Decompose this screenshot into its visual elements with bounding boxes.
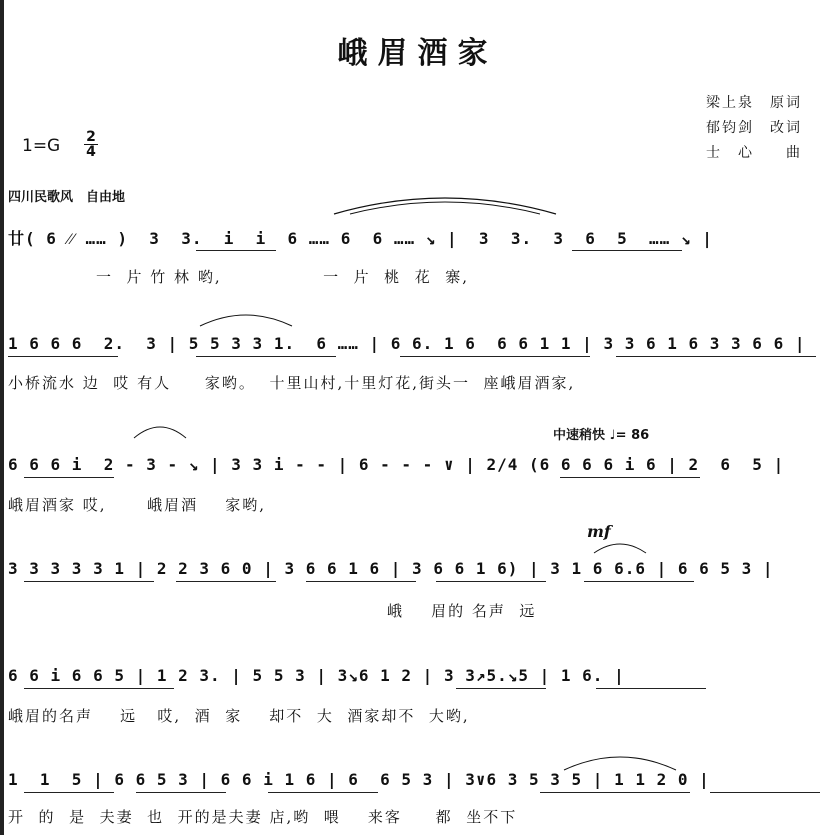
- time-signature-bottom: 4: [86, 144, 96, 160]
- beam-line: [616, 356, 816, 357]
- time-signature-top: 2: [86, 129, 96, 145]
- lyrics-line-2: 小桥流水 边 哎 有人 家哟。 十里山村,十里灯花,街头一 座峨眉酒家,: [8, 374, 576, 392]
- lyrics-line-6: 开 的 是 夫妻 也 开的是夫妻 店,哟 喂 来客 都 坐不下: [8, 808, 518, 826]
- credit-composer: 士 心 曲: [706, 145, 802, 161]
- notation-line-1: 廿( 6 ⁄⁄ …… ) 3 3. i i 6 …… 6 6 …… ↘ | 3 3. 3 6 5 …… ↘ |: [8, 229, 713, 248]
- notation-line-5: 6 6 i 6 6 5 | 1 2 3. | 5 5 3 | 3↘6 1 2 | 3 3↗5.↘5 | 1 6. |: [8, 666, 625, 685]
- key-signature: 1=G: [22, 136, 61, 156]
- beam-line: [436, 581, 546, 582]
- notation-line-6: 1 1 5 | 6 6 5 3 | 6 6 i 1 6 | 6 6 5 3 | 3∨6 3 5 3 5 | 1 1 2 0 |: [8, 770, 710, 789]
- lyrics-line-4: 峨 眉的 名声 远: [8, 602, 537, 620]
- beam-line: [306, 581, 416, 582]
- lyrics-line-3: 峨眉酒家 哎, 峨眉酒 家哟,: [8, 496, 266, 514]
- notation-line-3: 6 6 6 i 2 - 3 - ↘ | 3 3 i - - | 6 - - - ∨ | 2/4 (6 6 6 6 i 6 | 2 6 5 |: [8, 455, 785, 474]
- beam-line: [8, 356, 118, 357]
- slur-arc: [330, 188, 560, 218]
- slur-arc: [196, 308, 296, 328]
- notation-line-2: 1 6 6 6 2. 3 | 5 5 3 3 1. 6 …… | 6 6. 1 6 6 6 1 1 | 3 3 6 1 6 3 3 6 6 |: [8, 334, 806, 353]
- style-note: 四川民歌风 自由地: [8, 190, 126, 205]
- beam-line: [196, 356, 336, 357]
- beam-line: [596, 688, 706, 689]
- slur-arc: [130, 420, 190, 440]
- beam-line: [710, 792, 820, 793]
- beam-line: [24, 792, 114, 793]
- beam-line: [400, 356, 590, 357]
- beam-line: [176, 581, 276, 582]
- tempo-mark: 中速稍快 ♩= 86: [553, 428, 650, 443]
- dynamic-mark: mf: [587, 522, 611, 541]
- time-signature: [84, 130, 98, 159]
- lyrics-line-5: 峨眉的名声 远 哎, 酒 家 却不 大 酒家却不 大哟,: [8, 707, 470, 725]
- credit-adapter: 郁钧剑 改词: [706, 120, 802, 136]
- slur-arc: [590, 535, 650, 555]
- slur-arc: [560, 750, 680, 772]
- beam-line: [136, 792, 226, 793]
- beam-line: [584, 581, 694, 582]
- beam-line: [196, 250, 276, 251]
- beam-line: [24, 688, 174, 689]
- beam-line: [560, 477, 700, 478]
- beam-line: [540, 792, 690, 793]
- beam-line: [24, 581, 154, 582]
- beam-line: [456, 688, 546, 689]
- beam-line: [268, 792, 378, 793]
- song-title: 峨眉酒家: [337, 36, 498, 71]
- beam-line: [572, 250, 682, 251]
- notation-line-4: 3 3 3 3 3 1 | 2 2 3 6 0 | 3 6 6 1 6 | 3 6 6 1 6) | 3 1 6 6.6 | 6 6 5 3 |: [8, 559, 774, 578]
- lyrics-line-1: 一 片 竹 林 哟, 一 片 桃 花 寨,: [8, 268, 470, 286]
- beam-line: [24, 477, 114, 478]
- credit-lyricist: 梁上泉 原词: [706, 95, 802, 111]
- page-left-edge: [0, 0, 4, 835]
